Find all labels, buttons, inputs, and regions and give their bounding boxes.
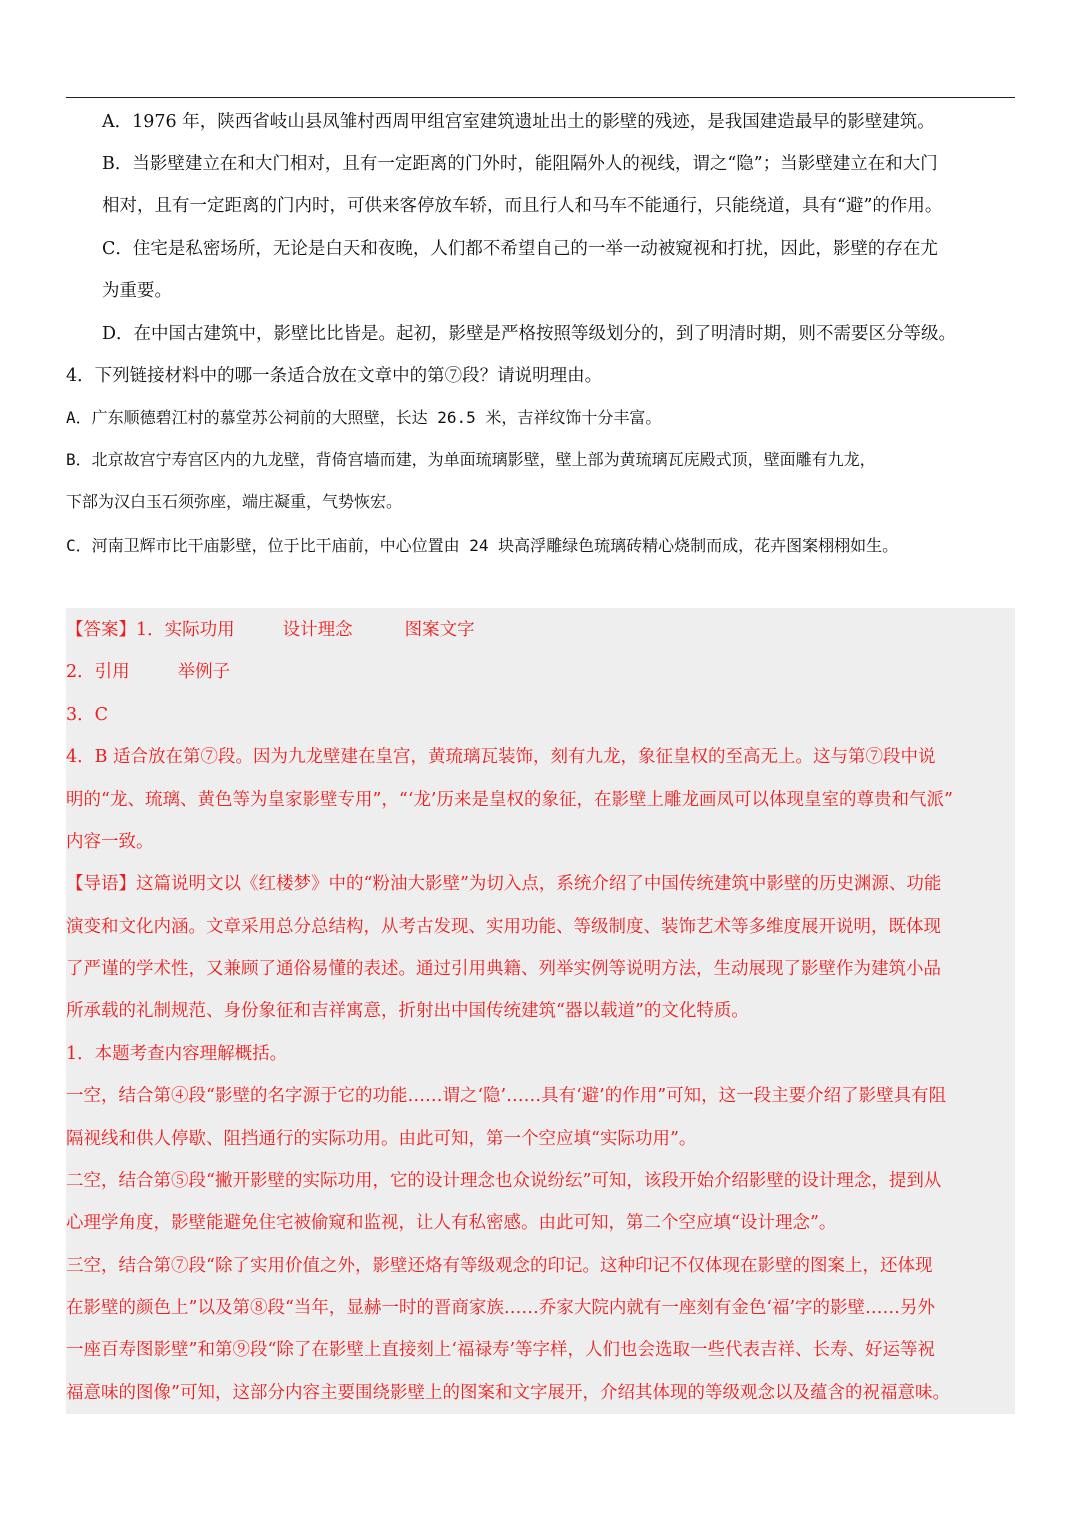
analysis-line-7: 一座百寿图影壁”和第⑨段“除了在影壁上直接刻上‘福禄寿’等字样，人们也会选取一些代表吉祥、长寿、好运等祝 [66,1340,936,1360]
analysis-line-5: 三空，结合第⑦段“除了实用价值之外，影壁还烙有等级观念的印记。这种印记不仅体现在影壁的图案上，还体现 [66,1256,933,1276]
analysis-line-3: 二空，结合第⑤段“撇开影壁的实际功用，它的设计理念也众说纷纭”可知，该段开始介绍影壁的设计理念，提到从 [66,1171,942,1191]
q4-option-a: A．广东顺德碧江村的慕堂苏公祠前的大照壁，长达 26.5 米，吉祥纹饰十分丰富。 [66,408,662,427]
answer-4-line-2: 明的“龙、琉璃、黄色等为皇家影壁专用”，“‘龙’历来是皇权的象征，在影壁上雕龙画凤可以体现皇室的尊贵和气派” [66,790,953,810]
answer-1-prefix: 1． [136,620,165,640]
header-rule [66,97,1015,98]
answer-2-prefix: 2． [66,662,95,682]
q3-option-c: C．住宅是私密场所，无论是白天和夜晚，人们都不希望自己的一举一动被窥视和打扰，因此，影壁的存在尤 [102,239,938,259]
q3-option-b: B．当影壁建立在和大门相对，且有一定距离的门外时，能阻隔外人的视线，谓之“隐”；当影壁建立在和大门 [102,154,938,174]
answer-2-item-1: 引用 [94,662,130,682]
q3-option-c-cont: 为重要。 [102,281,172,301]
q3-option-a: A．1976 年，陕西省岐山县凤雏村西周甲组宫室建筑遗址出土的影壁的残迹，是我国建造最早的影壁建筑。 [102,112,935,132]
guide-line-2: 演变和文化内涵。文章采用总分总结构，从考古发现、实用功能、等级制度、装饰艺术等多维度展开说明，既体现 [66,917,941,937]
analysis-line-4: 心理学角度，影壁能避免住宅被偷窥和监视，让人有私密感。由此可知，第二个空应填“设计理念”。 [66,1213,837,1233]
answer-1-blank-3: 图案文字 [404,620,475,640]
answer-tag: 【答案】 [66,620,136,640]
analysis-title: 1．本题考查内容理解概括。 [66,1044,288,1064]
q4-option-c: C．河南卫辉市比干庙影壁，位于比干庙前，中心位置由 24 块高浮雕绿色琉璃砖精心烧制而成，花卉图案栩栩如生。 [66,536,899,555]
answer-4-line-1: 4．B 适合放在第⑦段。因为九龙壁建在皇宫，黄琉璃瓦装饰，刻有九龙，象征皇权的至高无上。这与第⑦段中说 [66,747,936,767]
answer-line-1 [66,618,475,642]
answer-1-blank-2: 设计理念 [282,620,353,640]
q3-option-d: D．在中国古建筑中，影壁比比皆是。起初，影壁是严格按照等级划分的，到了明清时期，则不需要区分等级。 [102,324,957,344]
answer-4-line-3: 内容一致。 [66,832,154,852]
analysis-line-1: 一空，结合第④段“影壁的名字源于它的功能……谓之‘隐’……具有‘避’的作用”可知，这一段主要介绍了影壁具有阻 [66,1086,947,1106]
analysis-line-2: 隔视线和供人停歇、阻挡通行的实际功用。由此可知，第一个空应填“实际功用”。 [66,1129,697,1149]
analysis-line-6: 在影壁的颜色上”以及第⑧段“当年，显赫一时的晋商家族……乔家大院内就有一座刻有金色‘福’字的影壁……另外 [66,1298,936,1318]
answer-1-blank-1: 实际功用 [164,620,235,640]
answer-line-2 [66,660,230,684]
q4-option-b: B．北京故宫宁寿宫区内的九龙壁，背倚宫墙而建，为单面琉璃影壁，壁上部为黄琉璃瓦庑殿式顶，壁面雕有九龙， [66,450,876,469]
q4-option-b-cont: 下部为汉白玉石须弥座，端庄凝重，气势恢宏。 [66,492,403,511]
guide-line-3: 了严谨的学术性，又兼顾了通俗易懂的表述。通过引用典籍、列举实例等说明方法，生动展现了影壁作为建筑小品 [66,959,941,979]
guide-tag: 【导语】 [66,874,136,894]
q4-stem: 4．下列链接材料中的哪一条适合放在文章中的第⑦段？请说明理由。 [66,366,603,386]
q3-option-b-cont: 相对，且有一定距离的门内时，可供来客停放车轿，而且行人和马车不能通行，只能绕道，具有“避”的作用。 [102,196,943,216]
guide-line-4: 所承载的礼制规范、身份象征和吉祥寓意，折射出中国传统建筑“器以载道”的文化特质。 [66,1001,749,1021]
answer-line-3: 3．C [66,705,109,725]
analysis-line-8: 福意味的图像”可知，这部分内容主要围绕影壁上的图案和文字展开，介绍其体现的等级观念以及蕴含的祝福意味。 [66,1383,950,1403]
guide-first-line: 这篇说明文以《红楼梦》中的“粉油大影壁”为切入点，系统介绍了中国传统建筑中影壁的历史渊源、功能 [136,874,942,894]
guide-line-1 [66,872,941,896]
answer-2-item-2: 举例子 [177,662,231,682]
